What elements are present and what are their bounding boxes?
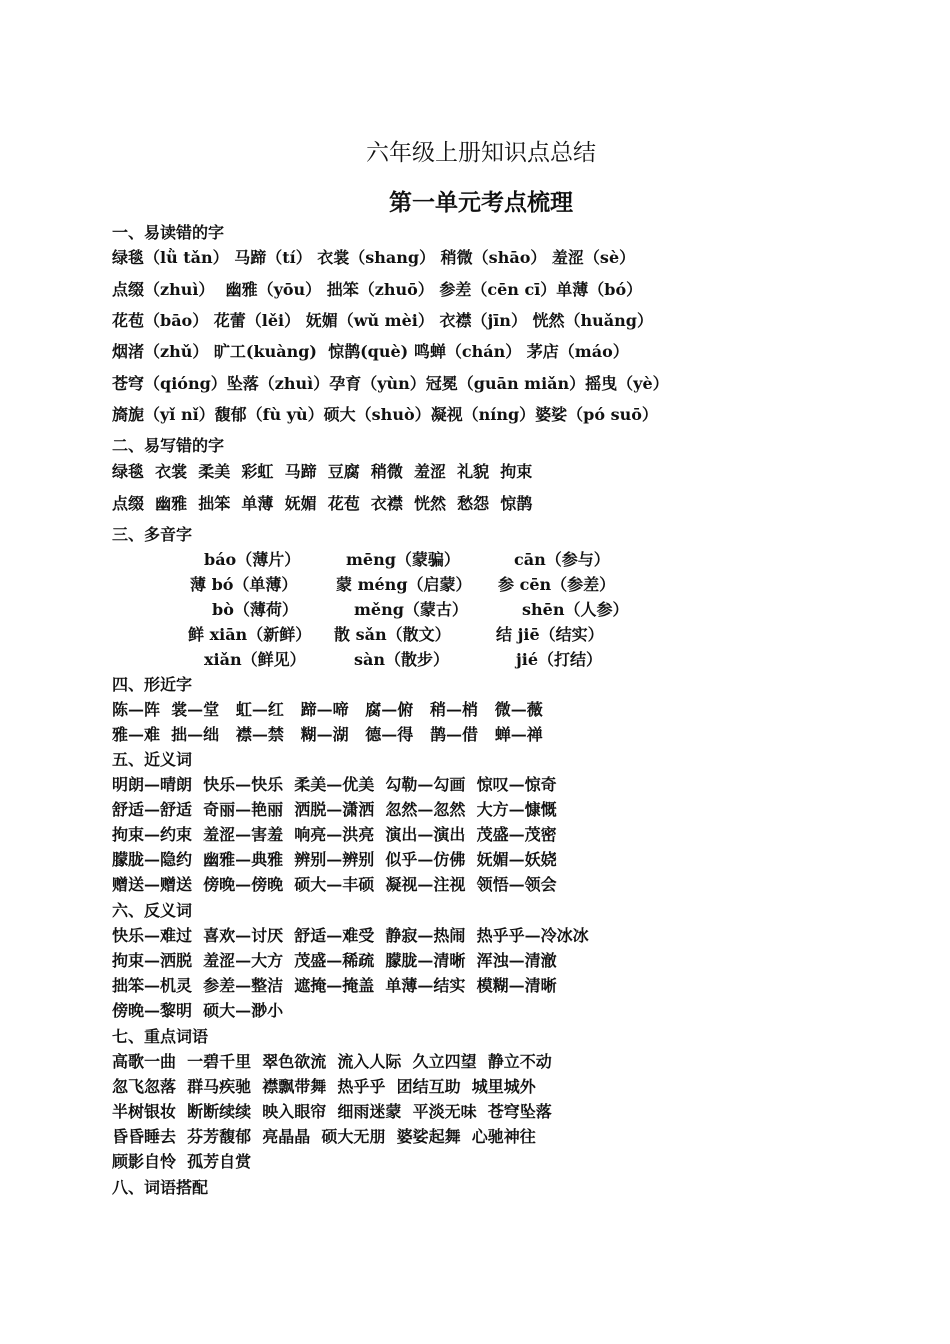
text-line: 拘束—约束 羞涩—害羞 响亮—洪亮 演出—演出 茂盛—茂密 — [112, 825, 557, 844]
polyphone-entry: shēn（人参） — [522, 600, 629, 619]
text-line: 舒适—舒适 奇丽—艳丽 洒脱—潇洒 忽然—忽然 大方—慷慨 — [112, 800, 557, 819]
text-line: 点缀（zhuì） 幽雅（yōu） 拙笨（zhuō） 参差（cēn cī）单薄（bó） — [112, 280, 643, 299]
text-line: 烟渚（zhǔ） 旷工(kuàng) 惊鹊(què) 鸣蝉（chán） 茅店（máo） — [112, 342, 629, 361]
text-line: 拘束—洒脱 羞涩—大方 茂盛—稀疏 朦胧—清晰 浑浊—清澈 — [112, 951, 557, 970]
polyphone-entry: sàn（散步） — [354, 650, 450, 669]
polyphone-entry: báo（薄片） — [204, 550, 301, 569]
section-heading-key-phrases: 七、重点词语 — [112, 1027, 209, 1046]
polyphone-entry: 参 cēn（参差） — [498, 575, 616, 594]
text-line: 点缀 幽雅 拙笨 单薄 妩媚 花苞 衣襟 恍然 愁怨 惊鹊 — [112, 494, 533, 513]
unit-title: 第一单元考点梳理 — [389, 189, 573, 216]
text-line: 苍穹（qióng）坠落（zhuì）孕育（yùn）冠冕（guān miǎn）摇曳（yè） — [112, 374, 669, 393]
polyphone-entry: 鲜 xiān（新鲜） — [188, 625, 312, 644]
text-line: 雅—难 拙—绌 襟—禁 糊—湖 德—得 鹊—借 蝉—禅 — [112, 725, 543, 744]
text-line: 半树银妆 断断续续 映入眼帘 细雨迷蒙 平淡无味 苍穹坠落 — [112, 1102, 552, 1121]
text-line: 花苞（bāo） 花蕾（lěi） 妩媚（wǔ mèi） 衣襟（jīn） 恍然（huǎng） — [112, 311, 653, 330]
section-heading-misread: 一、易读错的字 — [112, 223, 225, 242]
polyphone-entry: 散 sǎn（散文） — [334, 625, 451, 644]
text-line: 赠送—赠送 傍晚—傍晚 硕大—丰硕 凝视—注视 领悟—领会 — [112, 875, 557, 894]
polyphone-entry: měng（蒙古） — [354, 600, 468, 619]
text-line: 旖旎（yǐ nǐ）馥郁（fù yù）硕大（shuò）凝视（níng）婆娑（pó suō） — [112, 405, 658, 424]
text-line: 高歌一曲 一碧千里 翠色欲流 流入人际 久立四望 静立不动 — [112, 1052, 552, 1071]
section-heading-synonyms: 五、近义词 — [112, 750, 193, 769]
section-heading-miswritten: 二、易写错的字 — [112, 436, 225, 455]
section-heading-collocations: 八、词语搭配 — [112, 1178, 209, 1197]
text-line: 陈—阵 裳—堂 虹—红 蹄—啼 腐—俯 稍—梢 微—薇 — [112, 700, 543, 719]
text-line: 快乐—难过 喜欢—讨厌 舒适—难受 静寂—热闹 热乎乎—冷冰冰 — [112, 926, 589, 945]
text-line: 顾影自怜 孤芳自赏 — [112, 1152, 252, 1171]
polyphone-entry: cān（参与） — [514, 550, 610, 569]
section-heading-polyphones: 三、多音字 — [112, 525, 193, 544]
polyphone-entry: 结 jiē（结实） — [496, 625, 604, 644]
polyphone-entry: bò（薄荷） — [212, 600, 298, 619]
section-heading-antonyms: 六、反义词 — [112, 901, 193, 920]
document-title: 六年级上册知识点总结 — [366, 140, 596, 166]
polyphone-entry: mēng（蒙骗） — [346, 550, 460, 569]
text-line: 傍晚—黎明 硕大—渺小 — [112, 1001, 284, 1020]
polyphone-entry: 蒙 méng（启蒙） — [336, 575, 472, 594]
polyphone-entry: xiǎn（鲜见） — [204, 650, 306, 669]
text-line: 拙笨—机灵 参差—整洁 遮掩—掩盖 单薄—结实 模糊—清晰 — [112, 976, 557, 995]
polyphone-entry: jié（打结） — [516, 650, 603, 669]
text-line: 绿毯（lǜ tǎn） 马蹄（tí） 衣裳（shang） 稍微（shāo） 羞涩（sè） — [112, 248, 636, 267]
text-line: 明朗—晴朗 快乐—快乐 柔美—优美 勾勒—勾画 惊叹—惊奇 — [112, 775, 557, 794]
polyphone-entry: 薄 bó（单薄） — [190, 575, 298, 594]
text-line: 忽飞忽落 群马疾驰 襟飘带舞 热乎乎 团结互助 城里城外 — [112, 1077, 536, 1096]
text-line: 朦胧—隐约 幽雅—典雅 辨别—辨别 似乎—仿佛 妩媚—妖娆 — [112, 850, 557, 869]
section-heading-similar-chars: 四、形近字 — [112, 675, 193, 694]
text-line: 昏昏睡去 芬芳馥郁 亮晶晶 硕大无朋 婆娑起舞 心驰神往 — [112, 1127, 536, 1146]
text-line: 绿毯 衣裳 柔美 彩虹 马蹄 豆腐 稍微 羞涩 礼貌 拘束 — [112, 462, 533, 481]
